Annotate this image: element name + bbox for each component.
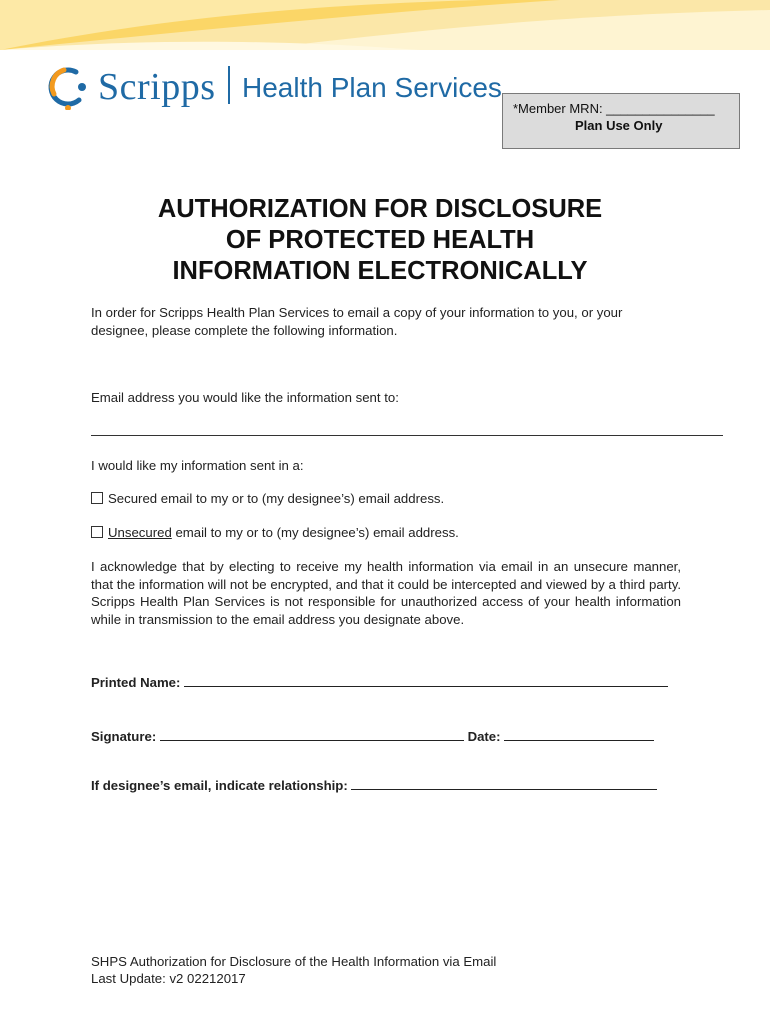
printed-name-row: [91, 674, 668, 692]
relationship-row: [91, 777, 657, 795]
intro-line: designee, please complete the following information.: [91, 322, 398, 338]
email-address-input-line[interactable]: [91, 435, 723, 436]
footer-title: SHPS Authorization for Disclosure of the Health Information via Email: [91, 954, 497, 969]
decorative-banner: [0, 0, 770, 50]
option-unsecured-email: [91, 524, 459, 542]
email-prompt: Email address you would like the information sent to:: [91, 390, 399, 405]
member-mrn-field[interactable]: *Member MRN: _______________: [513, 101, 715, 116]
acknowledgement-paragraph: I acknowledge that by electing to receive my health information via email in an unsecure manner, that the information will not be encrypted, and that it could be intercepted and viewed by a third party. Scripps Health Plan Services is not responsible for unauthorized access of your health information while in transmission to the email address you designate above.: [91, 559, 681, 627]
signature-row: [91, 728, 654, 746]
footer-version: Last Update: v2 02212017: [91, 971, 246, 986]
date-input-line[interactable]: [504, 728, 654, 741]
delivery-method-prompt: I would like my information sent in a:: [91, 458, 304, 473]
scripps-logo-mark-icon: [46, 64, 92, 110]
title-line: INFORMATION ELECTRONICALLY: [172, 257, 588, 285]
signature-input-line[interactable]: [160, 728, 464, 741]
unsecured-emphasis: Unsecured: [108, 525, 172, 540]
scripps-logo: [46, 62, 506, 110]
plan-use-only-label: Plan Use Only: [575, 118, 663, 133]
secured-email-checkbox[interactable]: [91, 492, 103, 504]
printed-name-input-line[interactable]: [184, 674, 668, 687]
relationship-input-line[interactable]: [351, 777, 657, 790]
date-label: Date:: [467, 729, 501, 744]
unsecured-email-checkbox[interactable]: [91, 526, 103, 538]
member-mrn-box: [502, 93, 740, 149]
intro-paragraph: [91, 304, 622, 339]
unsecured-email-label: email to my or to (my designee’s) email address.: [171, 525, 459, 540]
signature-label: Signature:: [91, 729, 157, 744]
document-title: [90, 194, 670, 287]
logo-subtitle: Health Plan Services: [242, 72, 502, 103]
title-line: OF PROTECTED HEALTH: [225, 226, 535, 254]
printed-name-label: Printed Name:: [91, 675, 181, 690]
secured-email-label: Secured email to my or to (my designee’s) email address.: [108, 491, 445, 506]
logo-divider: [228, 66, 230, 104]
document-footer: [91, 953, 496, 987]
option-secured-email: [91, 490, 444, 508]
relationship-label: If designee’s email, indicate relationship:: [91, 778, 348, 793]
intro-line: In order for Scripps Health Plan Services to email a copy of your information to you, or your: [91, 305, 623, 320]
title-line: AUTHORIZATION FOR DISCLOSURE: [157, 195, 603, 223]
logo-wordmark: Scripps: [98, 66, 216, 108]
